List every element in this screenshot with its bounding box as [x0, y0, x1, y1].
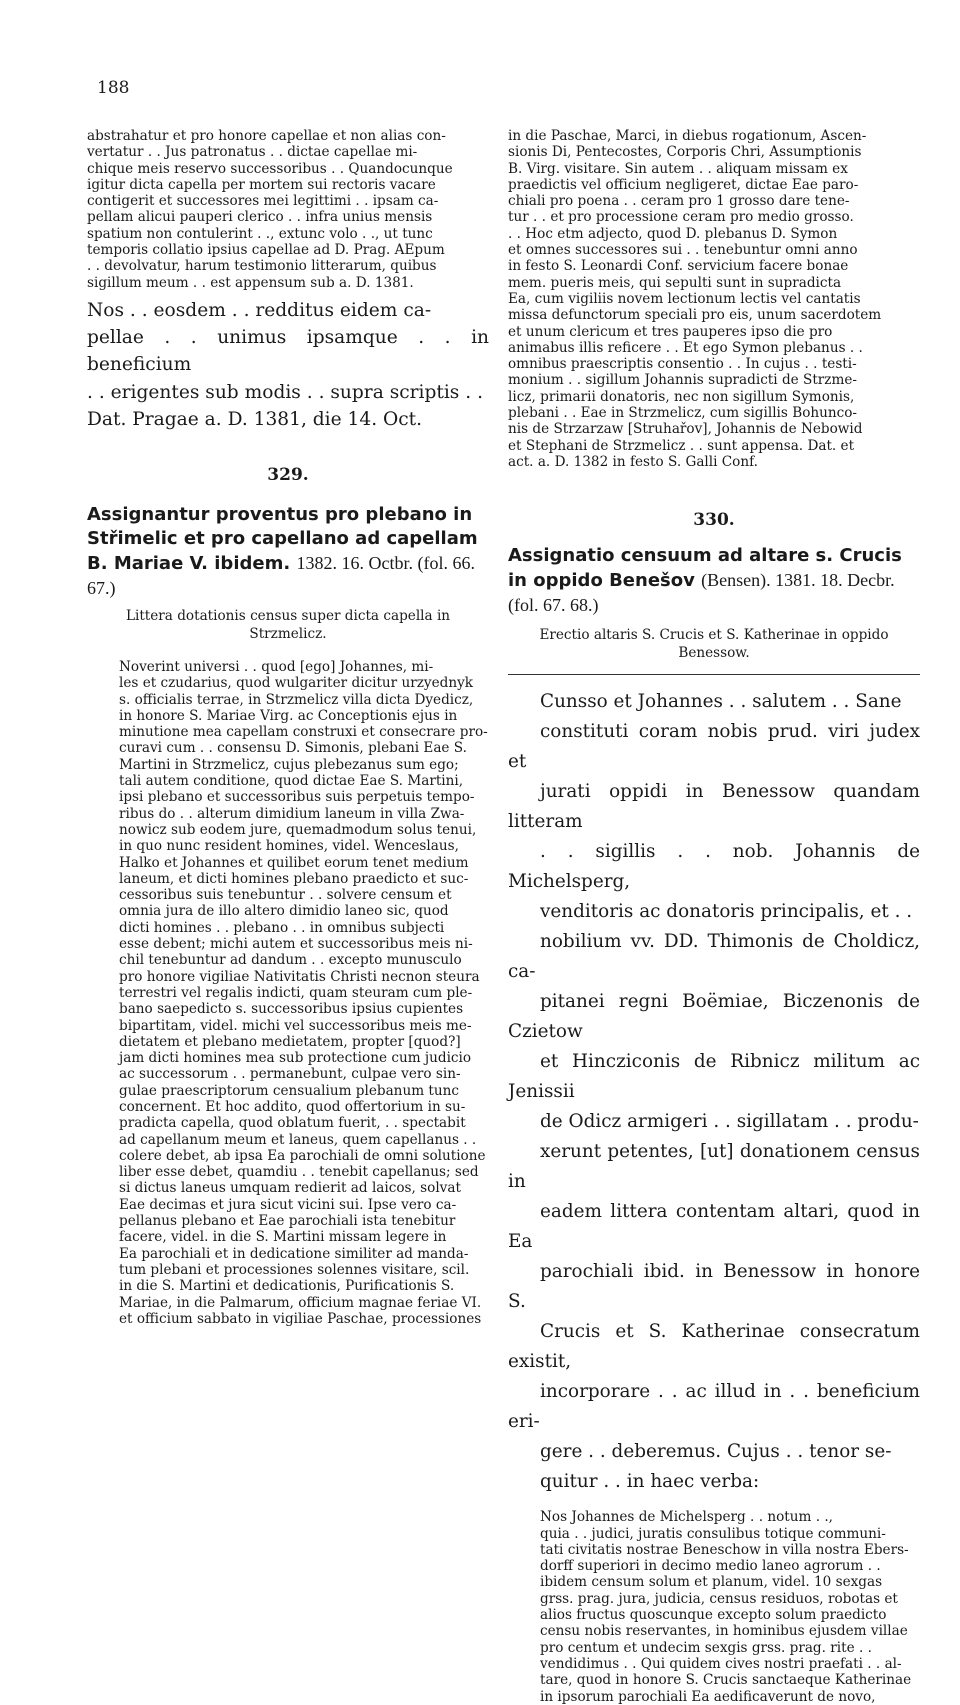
text-line: ad capellanum meum et laneus, quem capellanus . . — [119, 1131, 477, 1148]
document-number-329: 329. — [267, 464, 309, 485]
text-line: . . sigillis . . nob. Johannis de Michelsperg, — [508, 841, 920, 893]
text-line: et Hincziconis de Ribnicz militum ac Jenissii — [508, 1051, 920, 1103]
text-line: plebani . . Eae in Strzmelicz, cum sigillis Bohunco- — [508, 405, 858, 422]
text-line: nobilium vv. DD. Thimonis de Choldicz, ca- — [508, 931, 920, 983]
heading-330-date: (Bensen). 1381. 18. Decbr. (fol. 67. 68.) — [508, 570, 895, 616]
right-paragraph-3 — [508, 1509, 920, 1705]
right-paragraph-1 — [508, 128, 920, 470]
text-line: Cunsso et Johannes . . salutem . . Sane — [540, 691, 902, 713]
text-line: ac successorum . . permanebunt, culpae vero sin- — [119, 1066, 461, 1083]
text-line: Nos . . eosdem . . redditus eidem ca- — [87, 299, 432, 321]
text-line: Ea parochiali et in dedicatione similiter ad manda- — [119, 1245, 469, 1262]
text-line: in festo S. Leonardi Conf. servicium facere bonae — [508, 258, 849, 275]
text-line: xerunt petentes, [ut] donationem census in — [508, 1141, 920, 1193]
text-line: Dat. Pragae a. D. 1381, die 14. Oct. — [87, 408, 423, 430]
text-line: licz, primarii donatoris, nec non sigillum Symonis, — [508, 388, 855, 405]
text-line: Strzmelicz. — [249, 625, 327, 642]
text-line: dorff superiori in decimo medio laneo agrorum . . — [540, 1558, 881, 1575]
heading-330-bold: Assignatio censuum ad altare s. Crucis in oppido Benešov — [508, 545, 902, 592]
text-line: Eae decimas et jura sicut vicini sui. Ipse vero ca- — [119, 1196, 457, 1213]
subheading-329 — [87, 607, 489, 643]
heading-329-date: 1382. 16. Octbr. (fol. 66. 67.) — [87, 552, 475, 598]
text-line: vertatur . . Jus patronatus . . dictae capellae mi- — [87, 144, 418, 161]
text-line: B. Virg. visitare. Sin autem . . aliquam missam ex — [508, 160, 848, 177]
text-line: vendidimus . . Qui quidem cives nostri praefati . . al- — [540, 1655, 902, 1672]
text-line: igitur dicta capella per mortem sui rectoris vacare — [87, 176, 436, 193]
text-line: et omnes successores sui . . tenebuntur omni anno — [508, 242, 858, 259]
text-line: Halko et Johannes et quilibet eorum tenet medium — [119, 854, 469, 871]
text-line: dietatem et plebano medietatem, propter [quod?] — [119, 1033, 461, 1050]
text-line: et officium sabbato in vigiliae Paschae, processiones — [119, 1310, 482, 1327]
text-line: gulae praescriptorum censualium plebanum tunc — [119, 1082, 459, 1099]
text-line: . . Hoc etm adjecto, quod D. plebanus D. Symon — [508, 225, 838, 242]
text-line: pro centum et undecim sexgis grss. prag. rite . . — [540, 1639, 872, 1656]
text-line: pradicta capella, quod oblatum fuerit, . . spectabit — [119, 1115, 466, 1132]
text-line: pellam alicui pauperi clerico . . infra unius mensis — [87, 209, 433, 226]
text-line: . . devolvatur, harum testimonio litterarum, quibus — [87, 258, 437, 275]
text-line: laneum, et dicti homines plebano praedicto et suc- — [119, 870, 469, 887]
text-line: Noverint universi . . quod [ego] Johannes, mi- — [119, 658, 434, 675]
text-line: ipsi plebano et successoribus suis perpetuis tempo- — [119, 789, 475, 806]
text-line: contigerit et successores mei legittimi . . ipsam ca- — [87, 193, 439, 210]
text-line: tum plebani et processiones solennes visitare, scil. — [119, 1261, 470, 1278]
text-line: facere, videl. in die S. Martini missam legere in — [119, 1229, 447, 1246]
text-line: in honore S. Mariae Virg. ac Conceptionis ejus in — [119, 707, 458, 724]
text-line: monium . . sigillum Johannis supradicti de Strzme- — [508, 372, 857, 389]
text-line: parochiali ibid. in Benessow in honore S. — [508, 1261, 920, 1313]
text-line: incorporare . . ac illud in . . beneficium eri- — [508, 1381, 920, 1433]
heading-329-bold: Assignantur proventus pro plebano in Střimelic et pro capellano ad capellam B. Mariae V. ibidem. — [87, 503, 478, 574]
text-line: missa defunctorum speciali pro eis, unum sacerdotem — [508, 307, 882, 324]
text-line: grss. prag. jura, judicia, census residuos, robotas et — [540, 1590, 898, 1607]
text-line: Martini in Strzmelicz, cujus plebezanus sum ego; — [119, 756, 459, 773]
text-line: bano saepedicto s. successoribus ipsius cupientes — [119, 1001, 464, 1018]
text-line: in die S. Martini et dedicationis, Purificationis S. — [119, 1278, 455, 1295]
text-line: terrestri vel regalis indicti, quam steuram cum ple- — [119, 984, 473, 1001]
text-line: tati civitatis nostrae Beneschow in villa nostra Ebers- — [540, 1541, 909, 1558]
text-line: et Stephani de Strzmelicz . . sunt appensa. Dat. et — [508, 437, 855, 454]
text-line: tali autem conditione, quod dictae Eae S. Martini, — [119, 773, 464, 790]
text-line: mem. pueris meis, qui sepulti sunt in supradicta — [508, 274, 842, 291]
right-column — [508, 128, 920, 1705]
text-line: pellae . . unimus ipsamque . . in beneficium — [87, 327, 489, 376]
heading-330 — [508, 544, 920, 618]
text-line: in ipsorum parochiali Ea aedificaverunt de novo, — [540, 1688, 876, 1705]
text-line: Ea, cum vigiliis novem lectionum lectis vel cantatis — [508, 290, 861, 307]
text-line: alios fructus quoscunque excepto solum praedicto — [540, 1607, 887, 1624]
text-line: nis de Strzarzaw [Struhařov], Johannis de Nebowid — [508, 421, 863, 438]
text-line: sigillum meum . . est appensum sub a. D. 1381. — [87, 274, 414, 291]
text-line: pitanei regni Boëmiae, Biczenonis de Czietow — [508, 991, 920, 1043]
text-line: spatium non contulerint . ., extunc volo . ., ut tunc — [87, 225, 433, 242]
text-line: Nos Johannes de Michelsperg . . notum . ., — [540, 1509, 833, 1526]
text-line: gere . . deberemus. Cujus . . tenor se- — [540, 1441, 892, 1463]
text-line: praedictis vel officium negligeret, dictae Eae paro- — [508, 176, 859, 193]
subheading-330 — [508, 626, 920, 662]
text-line: ribus do . . alterum dimidium laneum in villa Zwa- — [119, 805, 465, 822]
text-line: chique meis reservo successoribus . . Quandocunque — [87, 160, 453, 177]
text-line: jam dicti homines mea sub protectione cum judicio — [119, 1050, 472, 1067]
text-line: jurati oppidi in Benessow quandam litteram — [508, 781, 920, 833]
text-line: . . erigentes sub modis . . supra scriptis . . — [87, 381, 483, 403]
text-line: quitur . . in haec verba: — [540, 1471, 760, 1493]
text-line: dicti homines . . plebano . . in omnibus subjecti — [119, 919, 445, 936]
text-line: ibidem censum solum et planum, videl. 10 sexgas — [540, 1574, 883, 1591]
page-number: 188 — [97, 78, 130, 98]
text-line: eadem littera contentam altari, quod in Ea — [508, 1201, 920, 1253]
text-line: animabus illis reficere . . Et ego Symon plebanus . . — [508, 339, 863, 356]
left-paragraph-1 — [87, 128, 489, 291]
text-line: in die Paschae, Marci, in diebus rogationum, Ascen- — [508, 128, 867, 144]
document-number-330: 330. — [693, 510, 735, 531]
text-line: Erectio altaris S. Crucis et S. Katherinae in oppido — [539, 627, 889, 644]
section-divider — [508, 674, 920, 675]
left-paragraph-3 — [87, 659, 489, 1327]
text-line: chil tenebuntur ad dandum . . excepto munusculo — [119, 952, 462, 969]
left-column — [87, 128, 489, 1327]
text-line: pellanus plebano et Eae parochiali ista tenebitur — [119, 1213, 456, 1230]
text-line: Littera dotationis census super dicta capella in — [125, 607, 451, 624]
text-line: temporis collatio ipsius capellae ad D. Prag. AEpum — [87, 242, 445, 259]
text-line: cessoribus suis tenebuntur . . solvere censum et — [119, 887, 452, 904]
text-line: constituti coram nobis prud. viri judex et — [508, 721, 920, 773]
text-line: liber esse debet, quamdiu . . tenebit capellanus; sed — [119, 1164, 479, 1181]
text-line: omnia jura de illo altero dimidio laneo sic, quod — [119, 903, 449, 920]
text-line: chiali pro poena . . ceram pro 1 grosso dare tene- — [508, 193, 850, 210]
text-line: minutione mea capellam construxi et consecrare pro- — [119, 724, 488, 741]
text-line: curavi cum . . consensu D. Simonis, plebani Eae S. — [119, 740, 467, 757]
text-line: colere debet, ab ipsa Ea parochiali de omni solutione — [119, 1147, 486, 1164]
text-line: bipartitam, videl. michi vel successoribus meis me- — [119, 1017, 472, 1034]
text-line: Mariae, in die Palmarum, officium magnae feriae VI. — [119, 1294, 482, 1311]
text-line: quia . . judici, juratis consulibus totique communi- — [540, 1525, 886, 1542]
left-paragraph-2 — [87, 297, 489, 433]
text-line: pro honore vigiliae Nativitatis Christi necnon steura — [119, 968, 480, 985]
text-line: Crucis et S. Katherinae consecratum existit, — [508, 1321, 920, 1373]
text-line: act. a. D. 1382 in festo S. Galli Conf. — [508, 453, 758, 470]
text-line: censu nobis reservantes, in hominibus ejusdem villae — [540, 1623, 908, 1640]
text-line: les et czudarius, quod wulgariter dicitur urzyednyk — [119, 675, 474, 692]
heading-329 — [87, 503, 489, 601]
text-line: si dictus laneus umquam redierit ad laicos, solvat — [119, 1180, 461, 1197]
text-line: tur . . et pro processione ceram pro medio grosso. — [508, 209, 854, 226]
text-line: omnibus praescriptis consentio . . In cujus . . testi- — [508, 356, 857, 373]
text-line: sionis Di, Pentecostes, Corporis Chri, Assumptionis — [508, 144, 862, 161]
text-line: venditoris ac donatoris principalis, et . . — [540, 901, 913, 923]
text-line: in quo nunc resident homines, videl. Wenceslaus, — [119, 838, 459, 855]
text-line: esse debent; michi autem et successoribus meis ni- — [119, 936, 473, 953]
text-line: nowicz sub eodem jure, quemadmodum solus tenui, — [119, 821, 477, 838]
text-line: abstrahatur et pro honore capellae et non alias con- — [87, 128, 446, 144]
right-paragraph-2 — [508, 687, 920, 1497]
text-line: tare, quod in honore S. Crucis sanctaeque Katherinae — [540, 1672, 912, 1689]
text-line: et unum clericum et tres pauperes ipso die pro — [508, 323, 833, 340]
text-line: Benessow. — [678, 645, 750, 662]
text-line: concernent. Et hoc addito, quod offertorium in su- — [119, 1099, 466, 1115]
text-line: de Odicz armigeri . . sigillatam . . produ- — [540, 1111, 919, 1133]
text-line: s. officialis terrae, in Strzmelicz villa dicta Dyedicz, — [119, 691, 474, 708]
